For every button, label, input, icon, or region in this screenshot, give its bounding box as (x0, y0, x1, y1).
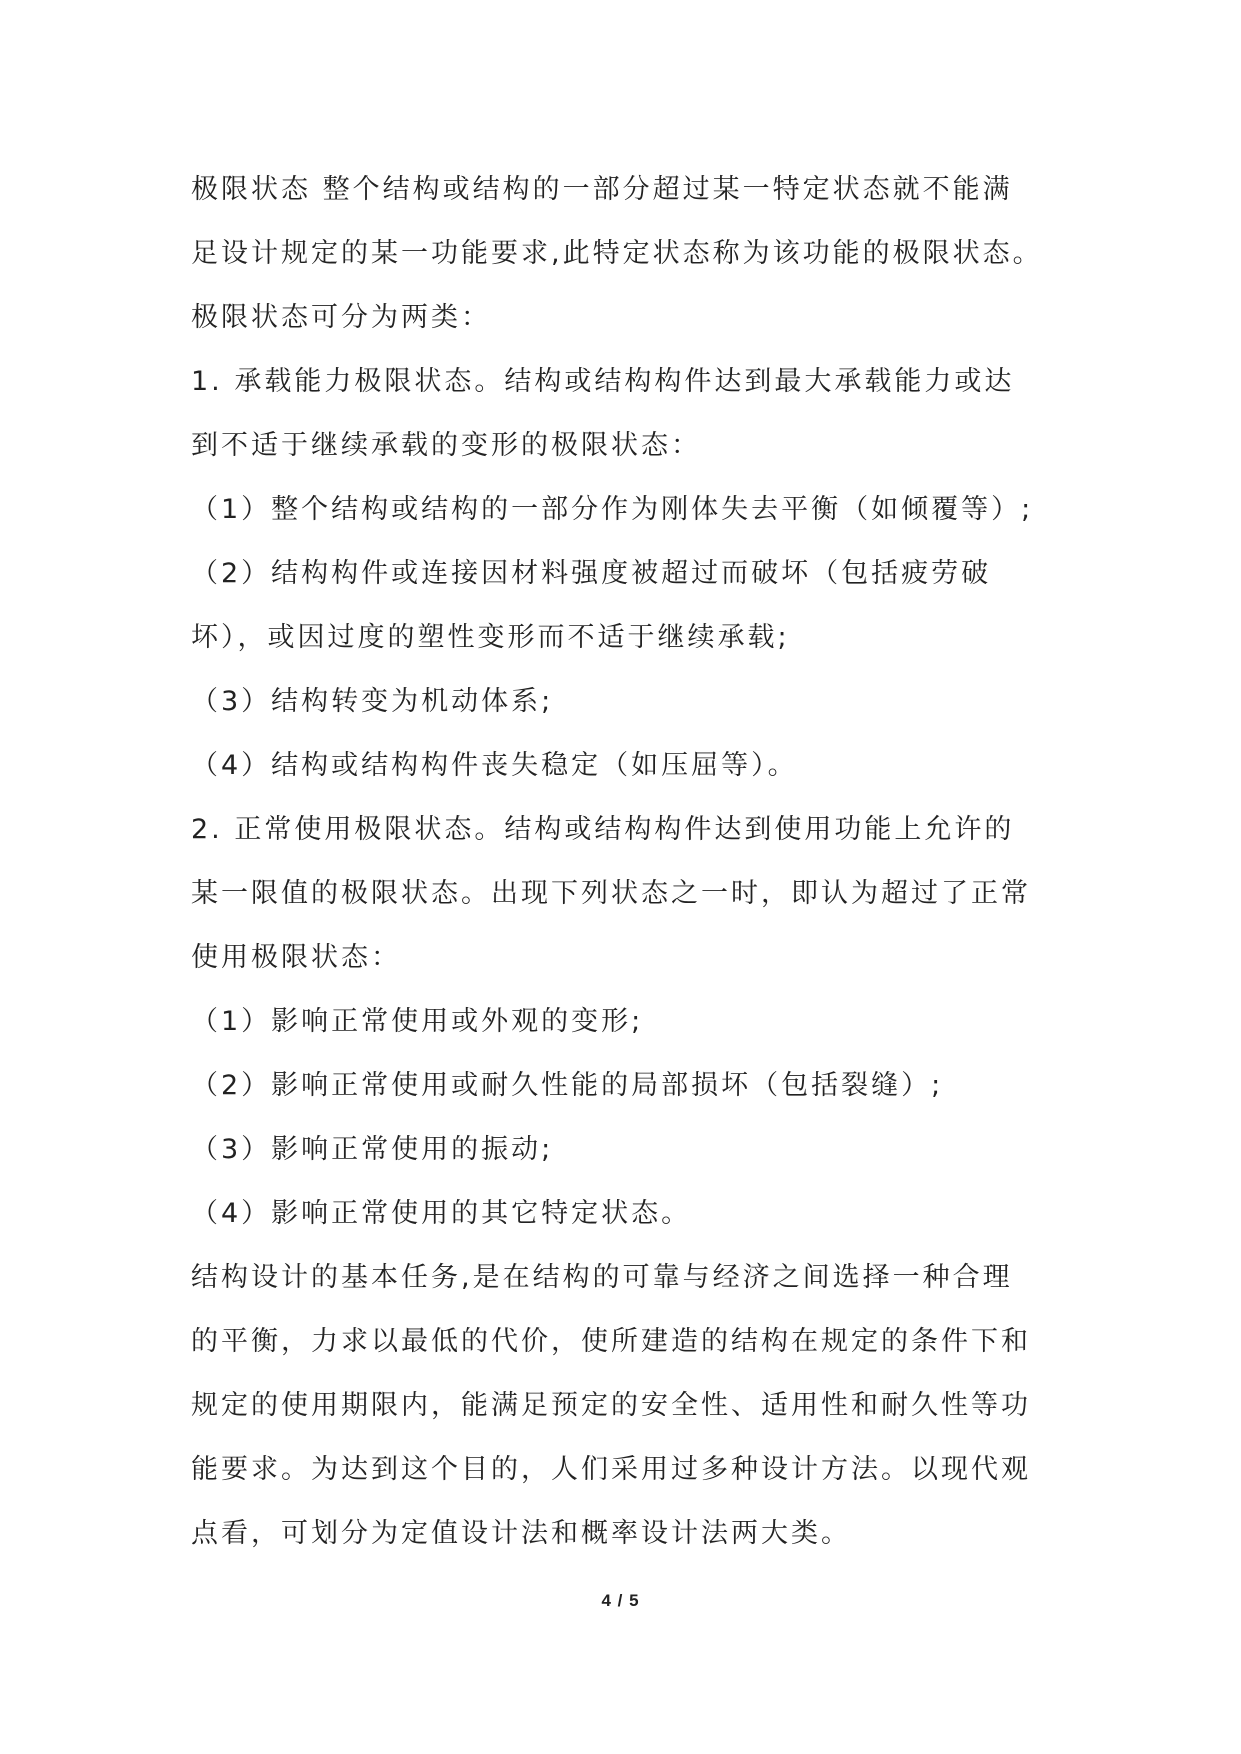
text-line: 1. 承载能力极限状态。结构或结构构件达到最大承载能力或达 (191, 366, 1015, 397)
text-line: 极限状态可分为两类： (191, 302, 491, 333)
text-line: 规定的使用期限内，能满足预定的安全性、适用性和耐久性等功 (191, 1390, 1031, 1421)
text-line: 点看，可划分为定值设计法和概率设计法两大类。 (191, 1518, 851, 1549)
text-line: 能要求。为达到这个目的，人们采用过多种设计方法。以现代观 (191, 1454, 1031, 1485)
page-number: 4 / 5 (601, 1591, 640, 1610)
text-line: （2）影响正常使用或耐久性能的局部损坏（包括裂缝）; (191, 1070, 944, 1101)
text-line: 到不适于继续承载的变形的极限状态： (191, 430, 701, 461)
text-line: 极限状态 整个结构或结构的一部分超过某一特定状态就不能满 (191, 174, 1013, 205)
text-line: 结构设计的基本任务,是在结构的可靠与经济之间选择一种合理 (191, 1262, 1013, 1293)
body-text (191, 158, 1091, 1566)
text-line: 坏），或因过度的塑性变形而不适于继续承载; (191, 622, 790, 653)
text-line: （4）影响正常使用的其它特定状态。 (191, 1198, 692, 1229)
text-line: （4）结构或结构构件丧失稳定（如压屈等）。 (191, 750, 798, 781)
text-line: （2）结构构件或连接因材料强度被超过而破坏（包括疲劳破 (191, 558, 992, 589)
text-line: 某一限值的极限状态。出现下列状态之一时，即认为超过了正常 (191, 878, 1031, 909)
text-line: （1）影响正常使用或外观的变形; (191, 1006, 644, 1037)
text-line: 足设计规定的某一功能要求,此特定状态称为该功能的极限状态。 (191, 238, 1043, 269)
text-line: 的平衡，力求以最低的代价，使所建造的结构在规定的条件下和 (191, 1326, 1031, 1357)
text-line: （3）结构转变为机动体系; (191, 686, 554, 717)
text-line: （3）影响正常使用的振动; (191, 1134, 554, 1165)
text-line: 使用极限状态： (191, 942, 401, 973)
text-line: 2. 正常使用极限状态。结构或结构构件达到使用功能上允许的 (191, 814, 1015, 845)
text-line: （1）整个结构或结构的一部分作为刚体失去平衡（如倾覆等）; (191, 494, 1034, 525)
